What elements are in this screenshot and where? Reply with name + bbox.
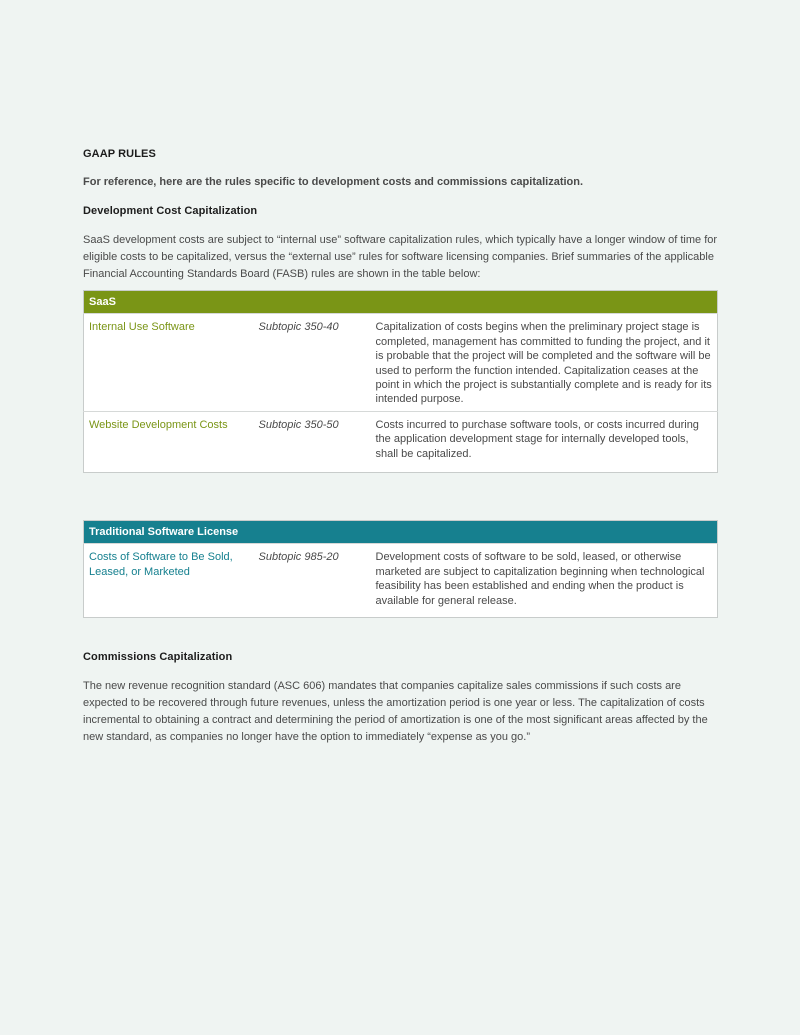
table-row bbox=[84, 314, 718, 411]
traditional-table-header: Traditional Software License bbox=[84, 521, 718, 544]
rule-description: Development costs of software to be sold, leased, or otherwise marketed are subject to capitalization beginning when technological feasibility has been established and ending when the product is available for general release. bbox=[371, 544, 718, 618]
rule-subtopic: Subtopic 350-40 bbox=[254, 314, 371, 411]
rule-name: Website Development Costs bbox=[84, 411, 254, 472]
saas-table-header-row bbox=[84, 291, 718, 314]
rule-description: Capitalization of costs begins when the preliminary project stage is completed, management has committed to funding the project, and it is probable that the project will be completed and the software will be used to perform the function intended. Capitalization ceases at the point in which the project is substantially complete and is ready for its intended purpose. bbox=[371, 314, 718, 411]
saas-table-header: SaaS bbox=[84, 291, 718, 314]
gaap-lead-text: For reference, here are the rules specific to development costs and commissions capitalization. bbox=[83, 176, 584, 188]
rule-name: Internal Use Software bbox=[84, 314, 254, 411]
commissions-paragraph: The new revenue recognition standard (ASC 606) mandates that companies capitalize sales commissions if such costs are expected to be recovered through future revenues, unless the amortization period is one year or less. The capitalization of costs incremental to obtaining a contract and determining the period of amortization is one of the most significant areas affected by the new standard, as companies no longer have the option to immediately “expense as you go.” bbox=[83, 680, 708, 743]
commissions-heading: Commissions Capitalization bbox=[83, 651, 233, 663]
gaap-rules-title: GAAP RULES bbox=[83, 148, 156, 160]
table-row bbox=[84, 411, 718, 472]
rule-subtopic: Subtopic 985-20 bbox=[254, 544, 371, 618]
rule-subtopic: Subtopic 350-50 bbox=[254, 411, 371, 472]
table-row bbox=[84, 544, 718, 618]
development-cost-paragraph: SaaS development costs are subject to “internal use” software capitalization rules, which typically have a longer window of time for eligible costs to be capitalized, versus the “external use” rules for software licensing companies. Brief summaries of the applicable Financial Accounting Standards Board (FASB) rules are shown in the table below: bbox=[83, 234, 718, 280]
rule-name: Costs of Software to Be Sold, Leased, or Marketed bbox=[84, 544, 254, 618]
rule-description: Costs incurred to purchase software tools, or costs incurred during the application development stage for internally developed tools, shall be capitalized. bbox=[371, 411, 718, 472]
saas-rules-table bbox=[83, 290, 718, 473]
development-cost-heading: Development Cost Capitalization bbox=[83, 205, 258, 217]
traditional-table-header-row bbox=[84, 521, 718, 544]
traditional-license-table bbox=[83, 520, 718, 618]
